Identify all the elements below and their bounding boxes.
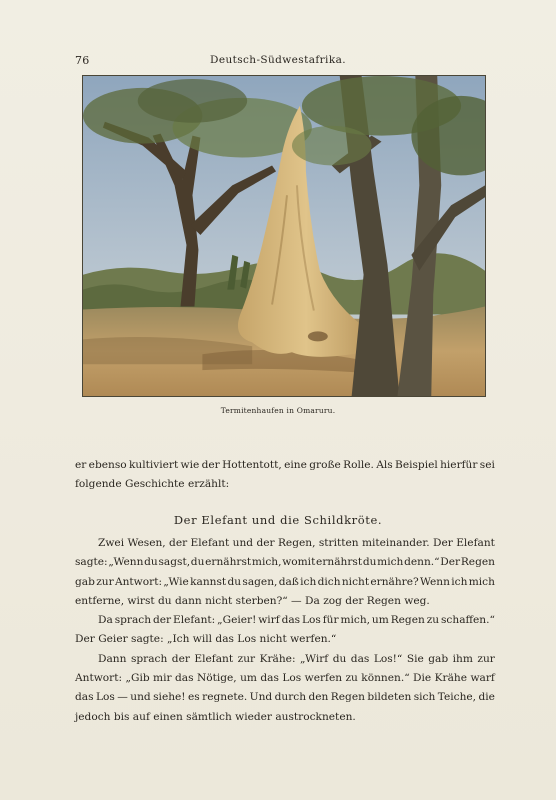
- text-line: Da sprach der Elefant: „Geier! wirf das Los für mich, um Regen zu schaffen.“: [98, 614, 495, 627]
- intro-paragraph: [75, 456, 495, 495]
- text-line: das Los — und siehe! es regnete. Und durch den Regen bildeten sich Teiche, die: [75, 691, 495, 704]
- text-line: Dann sprach der Elefant zur Krähe: „Wirf du das Los!“ Sie gab ihm zur: [98, 652, 495, 665]
- story-text: [75, 534, 495, 727]
- section-title: Der Elefant und die Schildkröte.: [173, 513, 383, 527]
- paragraph: [75, 534, 495, 611]
- figure-caption: Termitenhaufen in Omaruru.: [220, 406, 336, 415]
- paragraph: [75, 650, 495, 727]
- text-line: sagte: „Wenn du sagst, du ernährst mich, womit ernährst du mich denn.“ Der Regen: [75, 556, 495, 569]
- text-line: jedoch bis auf einen sämtlich wieder austrockneten.: [75, 710, 356, 723]
- text-line: folgende Geschichte erzählt:: [75, 478, 230, 491]
- text-line: er ebenso kultiviert wie der Hottentott, eine große Rolle. Als Beispiel hierfür sei: [75, 459, 495, 471]
- text-line: gab zur Antwort: „Wie kannst du sagen, daß ich dich nicht ernähre? Wenn ich mich: [75, 575, 495, 588]
- paragraph: [75, 611, 495, 650]
- text-line: entferne, wirst du dann nicht sterben?“ — Da zog der Regen weg.: [75, 594, 430, 607]
- text-line: Antwort: „Gib mir das Nötige, um das Los werfen zu können.“ Die Krähe warf: [75, 672, 495, 685]
- page-number: 76: [75, 54, 90, 67]
- termite-mound-illustration: [83, 76, 485, 396]
- termite-mound-photo: [82, 75, 486, 397]
- running-head: Deutsch-Südwestafrika.: [210, 54, 346, 66]
- text-line: Der Geier sagte: „Ich will das Los nicht werfen.“: [75, 633, 337, 646]
- text-line: Zwei Wesen, der Elefant und der Regen, stritten miteinander. Der Elefant: [98, 537, 495, 549]
